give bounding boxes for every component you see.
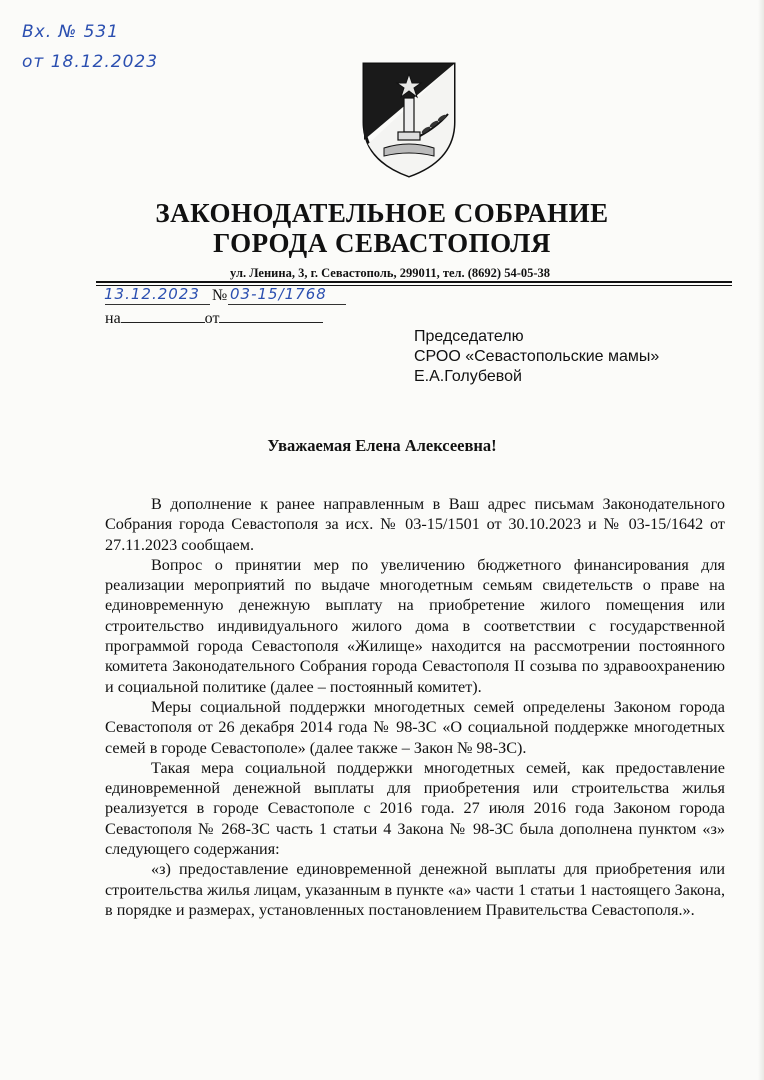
header-rule-thick	[96, 281, 732, 283]
scan-edge	[758, 0, 764, 1080]
addressee-name: Е.А.Голубевой	[414, 368, 522, 385]
institution-title-line2: ГОРОДА СЕВАСТОПОЛЯ	[213, 228, 551, 258]
outgoing-number-label: №	[212, 287, 228, 304]
outgoing-number-handwritten: 03-15/1768	[230, 285, 327, 303]
na-label: на	[105, 310, 121, 327]
paragraph-5: «з) предоставление единовременной денежной выплаты для приобретения или строительства жилья лицам, указанным в пункте «а» части 1 статьи 1 настоящего Закона, в порядке и размерах, установленных постановлением Правительства Севастополя.».	[105, 860, 725, 919]
addressee-organization: СРОО «Севастопольские мамы»	[414, 348, 660, 365]
sevastopol-coat-of-arms-emblem	[360, 60, 458, 180]
ot-blank	[219, 308, 323, 323]
paragraph-1: В дополнение к ранее направленным в Ваш адрес письмам Законодательного Собрания города Севастополя за исх. № 03-15/1501 от 30.10.2023 и № 03-15/1642 от 27.11.2023 сообщаем.	[105, 495, 725, 554]
institution-title-line1: ЗАКОНОДАТЕЛЬНОЕ СОБРАНИЕ	[155, 198, 609, 228]
addressee-position: Председателю	[414, 328, 524, 345]
ot-label: от	[204, 310, 220, 327]
outgoing-date-handwritten: 13.12.2023	[104, 285, 200, 303]
paragraph-2: Вопрос о принятии мер по увеличению бюджетного финансирования для реализации мероприятий по выдаче многодетным семьям свидетельств о праве на единовременную денежную выплату на приобретение жилого помещения или строительство индивидуального жилого дома в соответствии с государственной программой города Севастополя «Жилище» находится на рассмотрении постоянного комитета Законодательного Собрания города Севастополя II созыва по здравоохранению и социальной политике (далее – постоянный комитет).	[105, 555, 725, 696]
number-underline	[228, 304, 346, 305]
reference-line	[105, 308, 323, 328]
letter-body	[105, 494, 725, 920]
incoming-number-handwritten: Вх. № 531	[22, 22, 120, 42]
salutation: Уважаемая Елена Алексеевна!	[267, 436, 497, 455]
na-blank	[121, 308, 205, 323]
date-underline	[105, 304, 210, 305]
institution-address: ул. Ленина, 3, г. Севастополь, 299011, тел. (8692) 54-05-38	[230, 266, 551, 280]
paragraph-3: Меры социальной поддержки многодетных семей определены Законом города Севастополя от 26 декабря 2014 года № 98-ЗС «О социальной поддержке многодетных семей в городе Севастополе» (далее также – Закон № 98-ЗС).	[105, 697, 725, 757]
paragraph-4: Такая мера социальной поддержки многодетных семей, как предоставление единовременной денежной выплаты для приобретения или строительства жилья реализуется в городе Севастополе с 2016 года. 27 июля 2016 года Законом города Севастополя № 268-ЗС часть 1 статьи 4 Закона № 98-ЗС была дополнена пунктом «з» следующего содержания:	[105, 758, 725, 859]
incoming-date-handwritten: от 18.12.2023	[22, 52, 159, 72]
